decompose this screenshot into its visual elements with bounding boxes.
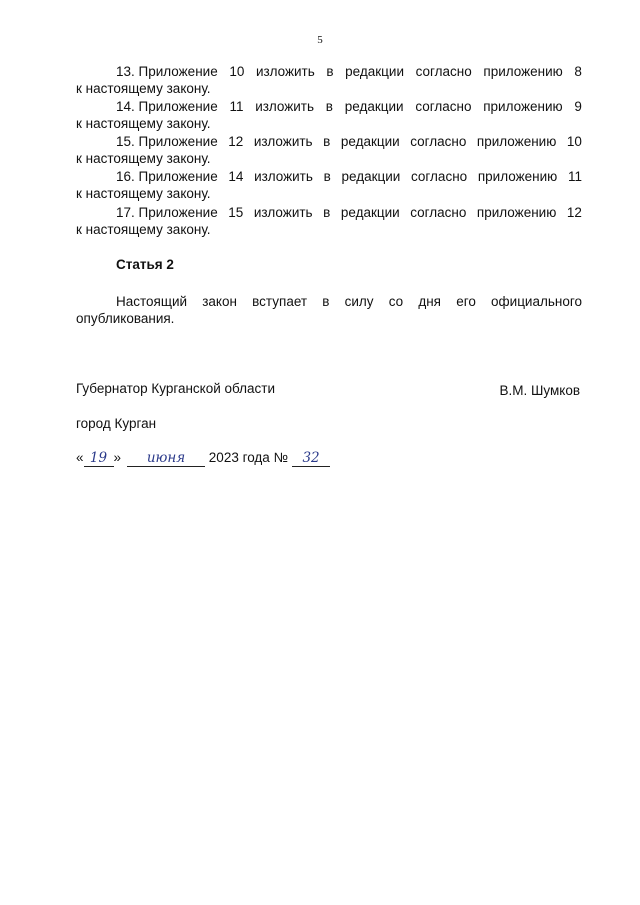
word: 13. Приложение [116,64,218,79]
word: согласно [410,134,467,149]
amendment-first-line [76,63,582,80]
date-line [76,450,330,467]
amendment-item [76,168,582,202]
word: силу [344,294,374,309]
open-quote: « [76,450,84,465]
word: в [323,205,331,220]
word: 17. Приложение [116,205,218,220]
word: редакции [344,99,404,114]
word: 15 [228,205,244,220]
word: изложить [254,169,313,184]
word: 10 [229,64,245,79]
amendment-first-line [76,168,582,185]
city: город Курган [76,416,157,431]
word: изложить [253,205,313,220]
word: в [326,64,334,79]
word: в [322,294,330,309]
word: вступает [252,294,308,309]
word: закон [202,294,237,309]
amendment-first-line [76,98,582,115]
close-quote: » [113,450,122,465]
amendment-continuation: к настоящему закону. [76,81,211,96]
handwritten-month: июня [127,451,205,467]
word: изложить [253,134,313,149]
word: приложению [476,134,557,149]
handwritten-number: 32 [292,451,330,467]
amendment-continuation: к настоящему закону. [76,116,211,131]
word: 16. Приложение [116,169,218,184]
article-heading: Статья 2 [116,257,174,272]
amendment-first-line [76,133,582,150]
word: в [323,134,331,149]
word: согласно [415,99,472,114]
signatory-title: Губернатор Курганской области [76,381,276,396]
amendment-continuation: к настоящему закону. [76,222,211,237]
amendment-continuation: к настоящему закону. [76,151,211,166]
word: 15. Приложение [116,134,218,149]
word: приложению [483,64,563,79]
word: приложению [476,205,557,220]
word: 14 [228,169,244,184]
word: 10 [566,134,582,149]
amendment-item [76,133,582,167]
word: 12 [228,134,244,149]
article-continuation: опубликования. [76,311,175,326]
word: 12 [566,205,582,220]
article-first-line [76,293,582,310]
amendment-continuation: к настоящему закону. [76,186,211,201]
word: редакции [345,64,404,79]
page-number: 5 [317,34,323,46]
amendment-first-line [76,204,582,221]
word: редакции [340,134,400,149]
word: дня [418,294,441,309]
signatory-name: В.М. Шумков [499,383,580,398]
word: в [325,99,333,114]
word: 11 [229,99,244,114]
word: редакции [341,169,401,184]
word: Настоящий [116,294,188,309]
word: редакции [340,205,400,220]
word: 8 [574,64,582,79]
word: официального [491,294,582,309]
amendment-item [76,204,582,238]
word: 9 [574,99,582,114]
word: в [323,169,331,184]
handwritten-day: 19 [84,451,114,467]
word: приложению [483,99,563,114]
word: его [456,294,476,309]
word: со [388,294,404,309]
word: согласно [410,205,467,220]
article-body [76,293,582,327]
word: изложить [255,99,315,114]
word: приложению [477,169,558,184]
year-text: 2023 года № [208,450,289,465]
word: изложить [255,64,315,79]
amendment-item [76,63,582,97]
word: согласно [415,64,472,79]
amendment-item [76,98,582,132]
word: согласно [411,169,468,184]
word: 14. Приложение [116,99,218,114]
word: 11 [567,169,582,184]
